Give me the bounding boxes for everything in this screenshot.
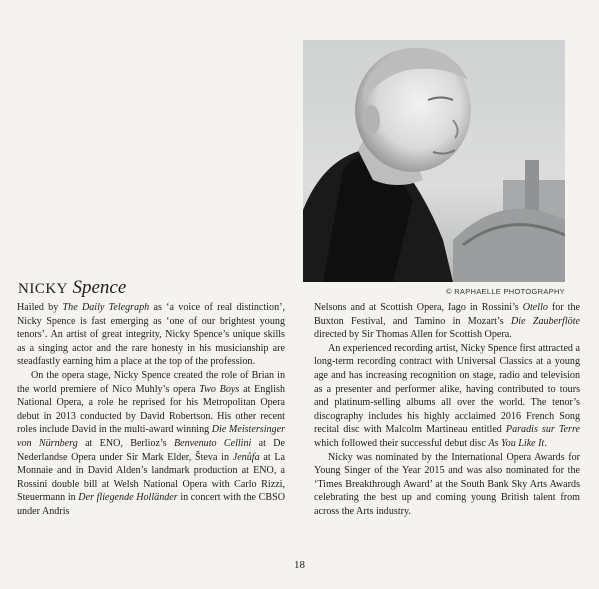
- bio-paragraph: Nicky was nominated by the International Opera Awards for Young Singer of the Year 2015 and was also nominated for the ‘Times Breakthrough Award’ at the South Bank Sky Arts Awards celebrating the best up and coming young British talent from across the Arts industry.: [314, 451, 580, 517]
- artist-first-name: NICKY: [18, 281, 68, 297]
- biography-right-column: [314, 301, 580, 519]
- italic-title: Otello: [522, 302, 548, 313]
- italic-title: Two Boys: [199, 383, 240, 395]
- photo-credit: © RAPHAELLE PHOTOGRAPHY: [446, 287, 565, 296]
- biography-left-column: [17, 301, 285, 519]
- artist-name-heading: [18, 276, 126, 300]
- italic-title: Paradis sur Terre: [505, 424, 580, 436]
- italic-title: As You Like It: [488, 437, 545, 449]
- italic-title: Die Zauberflöte: [510, 315, 580, 327]
- page-number: 18: [294, 559, 305, 571]
- bio-paragraph: Nelsons and at Scottish Opera, Iago in Rossini’s Otello for the Buxton Festival, and Tamino in Mozart’s Die Zauberflöte directed by Sir Thomas Allen for Scottish Opera.: [314, 302, 580, 341]
- italic-title: Die Meistersinger von Nürnberg: [17, 424, 286, 449]
- portrait-photo: [303, 40, 565, 282]
- bio-paragraph: An experienced recording artist, Nicky Spence first attracted a long-term recording contract with Universal Classics at a young age and has increasing recognition on stage, radio and television as a presenter and performer alike, having contributed to tours and platinum-selling albums all over the world. The tenor’s discography includes his highly acclaimed 2016 French Song recital disc with Malcolm Martineau entitled Paradis sur Terre which followed their successful debut disc As You Like It.: [314, 342, 580, 449]
- bio-paragraph: Hailed by The Daily Telegraph as ‘a voice of real distinction’, Nicky Spence is fast emerging as ‘one of our brightest young tenors’. An artist of great integrity, Nicky Spence’s unique skills as a singing actor and the rare honesty in his musicianship are steadfastly earning him a place at the top of the profession.: [17, 302, 286, 368]
- italic-title: Jenůfa: [232, 451, 260, 463]
- artist-last-name: Spence: [72, 277, 127, 298]
- italic-title: Benvenuto Cellini: [173, 437, 252, 449]
- italic-title: Der fliegende Holländer: [78, 492, 178, 504]
- italic-title: The Daily Telegraph: [62, 302, 150, 313]
- bio-paragraph: On the opera stage, Nicky Spence created the role of Brian in the world premiere of Nico Muhly’s opera Two Boys at English National Opera, a role he reprised for his Metropolitan Opera debut in 2013 conducted by David Robertson. His other recent roles include David in the multi-award winning Die Meistersinger von Nürnberg at ENO, Berlioz’s Benvenuto Cellini at De Nederlandse Opera under Sir Mark Elder, Števa in Jenůfa at La Monnaie and in David Alden’s landmark production at ENO, a Rossini double bill at Welsh National Opera with Carlo Rizzi, Steuermann in Der fliegende Holländer in concert with the CBSO under Andris: [17, 369, 286, 517]
